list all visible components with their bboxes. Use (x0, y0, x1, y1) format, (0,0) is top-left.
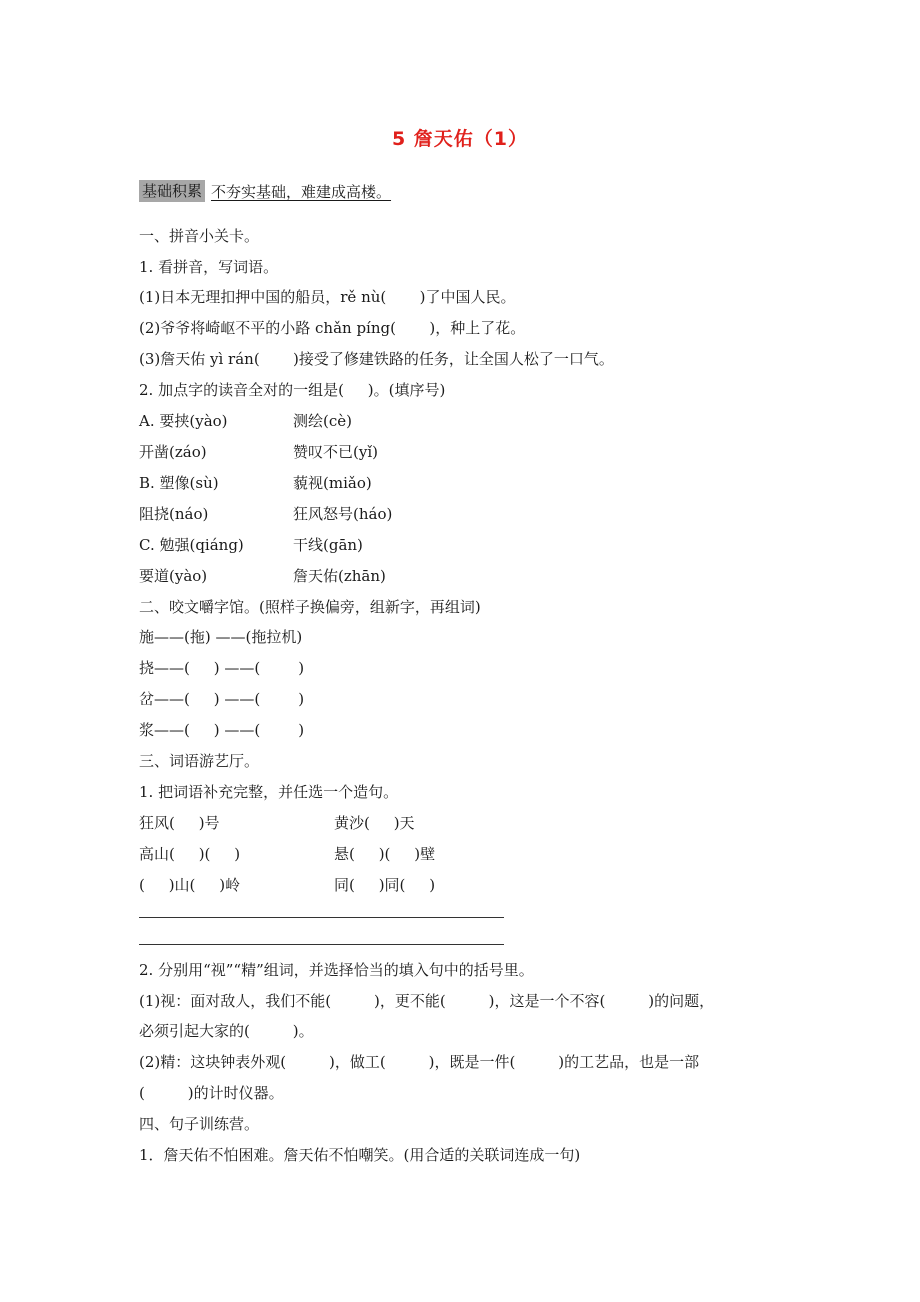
question-3-2-2: (2)精：这块钟表外观( )，做工( )，既是一件( )的工艺品，也是一部 (139, 1053, 700, 1071)
question-3-2-1-cont: 必须引起大家的( )。 (139, 1022, 314, 1040)
idiom-item: 狂风( )号 (139, 814, 220, 832)
question-3-2-1: (1)视：面对敌人，我们不能( )，更不能( )，这是一个不容( )的问题， (139, 992, 715, 1010)
fill-row: 挠——( ) ——( ) (139, 659, 305, 677)
question-1-1-3: (3)詹天佑 yì rán( )接受了修建铁路的任务，让全国人松了一口气。 (139, 350, 614, 368)
option-item: 测绘(cè) (293, 412, 352, 430)
option-item: 要道(yào) (139, 567, 208, 585)
question-4-1: 1．詹天佑不怕困难。詹天佑不怕嘲笑。(用合适的关联词连成一句) (139, 1146, 581, 1164)
question-1-1: 1. 看拼音，写词语。 (139, 258, 279, 276)
idiom-item: 悬( )( )壁 (334, 845, 436, 863)
section-banner (139, 180, 391, 202)
option-item: C. 勉强(qiáng) (139, 536, 244, 554)
option-item: A. 要挟(yào) (139, 412, 228, 430)
option-item: 詹天佑(zhān) (293, 567, 386, 585)
question-3-2: 2. 分别用“视”“精”组词，并选择恰当的填入句中的括号里。 (139, 961, 534, 979)
page-title: 5 詹天佑（1） (391, 128, 529, 150)
banner-motto: 不夯实基础，难建成高楼。 (211, 182, 392, 201)
idiom-item: ( )山( )岭 (139, 876, 241, 894)
question-1-1-1: (1)日本无理扣押中国的船员，rě nù( )了中国人民。 (139, 288, 516, 306)
option-item: B. 塑像(sù) (139, 474, 219, 492)
option-item: 开凿(záo) (139, 443, 207, 461)
question-3-2-2-cont: ( )的计时仪器。 (139, 1084, 284, 1102)
answer-line[interactable] (139, 917, 504, 918)
option-item: 藐视(miǎo) (293, 474, 372, 492)
question-3-1: 1. 把词语补充完整，并任选一个造句。 (139, 783, 399, 801)
fill-row: 岔——( ) ——( ) (139, 690, 305, 708)
option-item: 干线(gān) (293, 536, 363, 554)
fill-row: 浆——( ) ——( ) (139, 721, 305, 739)
section-2-heading: 二、咬文嚼字馆。(照样子换偏旁，组新字，再组词) (139, 598, 481, 616)
section-3-heading: 三、词语游艺厅。 (139, 752, 260, 770)
section-1-heading: 一、拼音小关卡。 (139, 227, 260, 245)
section-4-heading: 四、句子训练营。 (139, 1115, 260, 1133)
option-item: 阻挠(náo) (139, 505, 209, 523)
question-1-2: 2. 加点字的读音全对的一组是( )。(填序号) (139, 381, 446, 399)
answer-line[interactable] (139, 944, 504, 945)
idiom-item: 同( )同( ) (334, 876, 436, 894)
question-1-1-2: (2)爷爷将崎岖不平的小路 chǎn píng( )，种上了花。 (139, 319, 526, 337)
idiom-item: 高山( )( ) (139, 845, 241, 863)
banner-label: 基础积累 (139, 180, 205, 202)
idiom-item: 黄沙( )天 (334, 814, 415, 832)
option-item: 赞叹不已(yǐ) (293, 443, 378, 461)
example-row: 施——(拖) ——(拖拉机) (139, 628, 303, 646)
option-item: 狂风怒号(háo) (293, 505, 393, 523)
